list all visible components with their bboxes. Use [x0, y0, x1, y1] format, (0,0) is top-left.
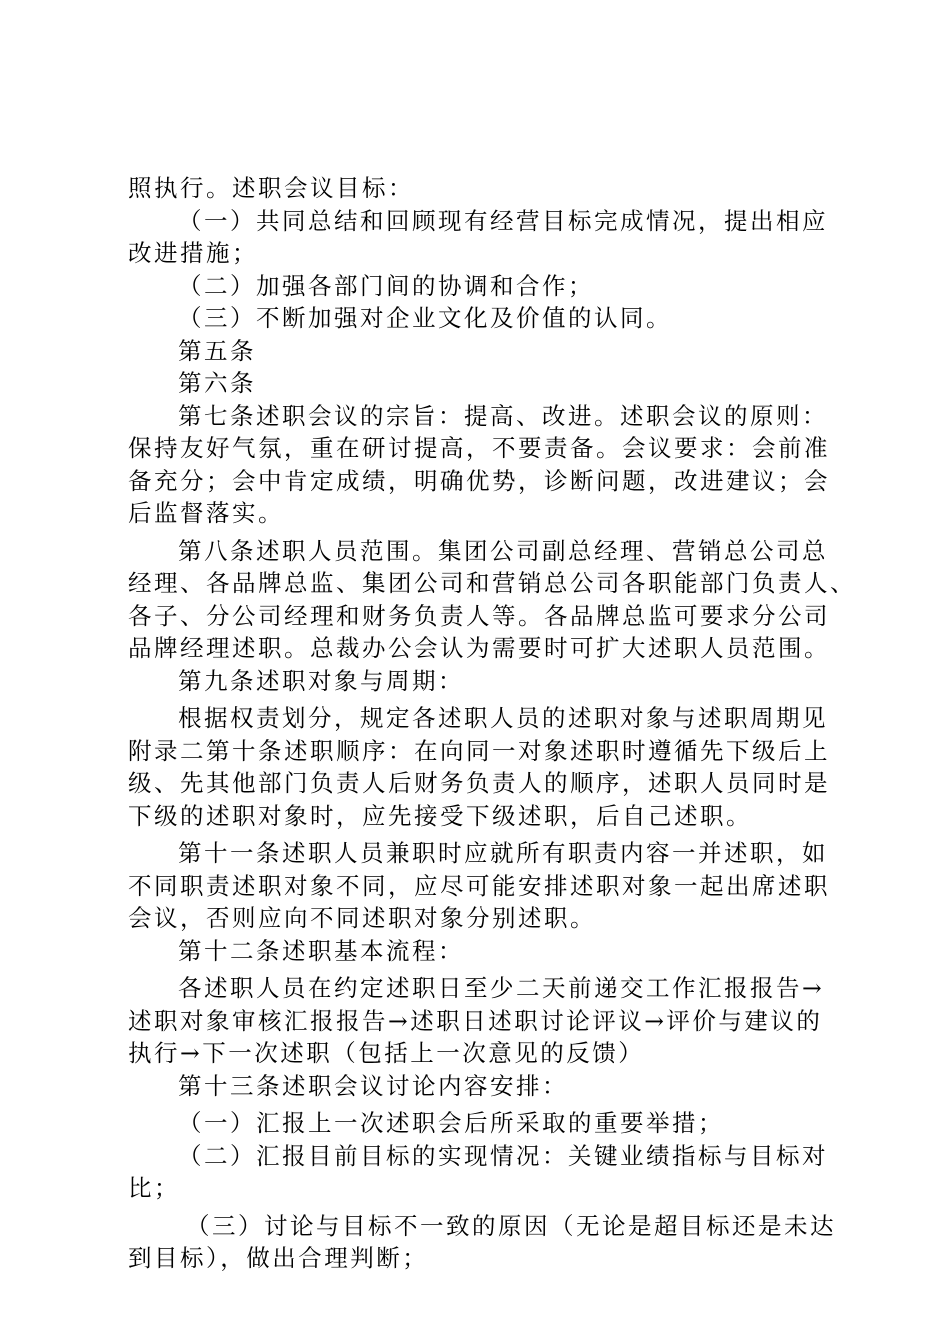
text-line: 经理、各品牌总监、集团公司和营销总公司各职能部门负责人、	[128, 569, 856, 597]
text-line: 各子、分公司经理和财务负责人等。各品牌总监可要求分公司	[128, 601, 830, 630]
text-line: （一）汇报上一次述职会后所采取的重要举措；	[178, 1109, 724, 1137]
text-line: 不同职责述职对象不同，应尽可能安排述职对象一起出席述职	[128, 871, 830, 900]
text-line: 根据权责划分，规定各述职人员的述职对象与述职周期见	[178, 704, 828, 732]
text-line: 到目标），做出合理判断；	[128, 1244, 429, 1272]
text-line: 比；	[128, 1174, 180, 1202]
text-line: 改进措施；	[128, 239, 258, 267]
text-line: 会议，否则应向不同述职对象分别述职。	[128, 904, 596, 932]
text-line: 执行→下一次述职（包括上一次意见的反馈）	[128, 1039, 645, 1067]
text-line: 备充分；会中肯定成绩，明确优势，诊断问题，改进建议；会	[128, 466, 830, 495]
text-line: 述职对象审核汇报报告→述职日述职讨论评议→评价与建议的	[128, 1006, 823, 1035]
text-line: 第十一条述职人员兼职时应就所有职责内容一并述职，如	[178, 839, 828, 867]
text-line: 第十二条述职基本流程：	[178, 936, 464, 965]
text-line: 级、先其他部门负责人后财务负责人的顺序，述职人员同时是	[128, 769, 830, 797]
text-line: （一）共同总结和回顾现有经营目标完成情况，提出相应	[178, 206, 828, 235]
text-line: （二）加强各部门间的协调和合作；	[178, 271, 594, 300]
text-line: 下级的述职对象时，应先接受下级述职，后自己述职。	[128, 801, 752, 830]
text-line: 第六条	[178, 369, 256, 397]
text-line: （三）讨论与目标不一致的原因（无论是超目标还是未达	[186, 1211, 836, 1240]
text-line: 各述职人员在约定述职日至少二天前递交工作汇报报告→	[178, 974, 825, 1002]
text-line: 第八条述职人员范围。集团公司副总经理、营销总公司总	[178, 536, 828, 565]
text-line: 第十三条述职会议讨论内容安排：	[178, 1071, 568, 1100]
text-line: 品牌经理述职。总裁办公会认为需要时可扩大述职人员范围。	[128, 634, 830, 662]
text-line: 后监督落实。	[128, 499, 284, 527]
text-line: 第七条述职会议的宗旨：提高、改进。述职会议的原则：	[178, 401, 828, 430]
document-body	[128, 172, 856, 1275]
text-line: （三）不断加强对企业文化及价值的认同。	[178, 304, 672, 332]
text-line: 第九条述职对象与周期：	[178, 666, 464, 695]
text-line: 附录二第十条述职顺序：在向同一对象述职时遵循先下级后上	[128, 736, 830, 765]
text-line: 照执行。述职会议目标：	[128, 174, 414, 202]
text-line: （二）汇报目前目标的实现情况：关键业绩指标与目标对	[178, 1141, 828, 1170]
text-line: 第五条	[178, 336, 256, 365]
text-line: 保持友好气氛，重在研讨提高，不要责备。会议要求：会前准	[128, 434, 830, 462]
